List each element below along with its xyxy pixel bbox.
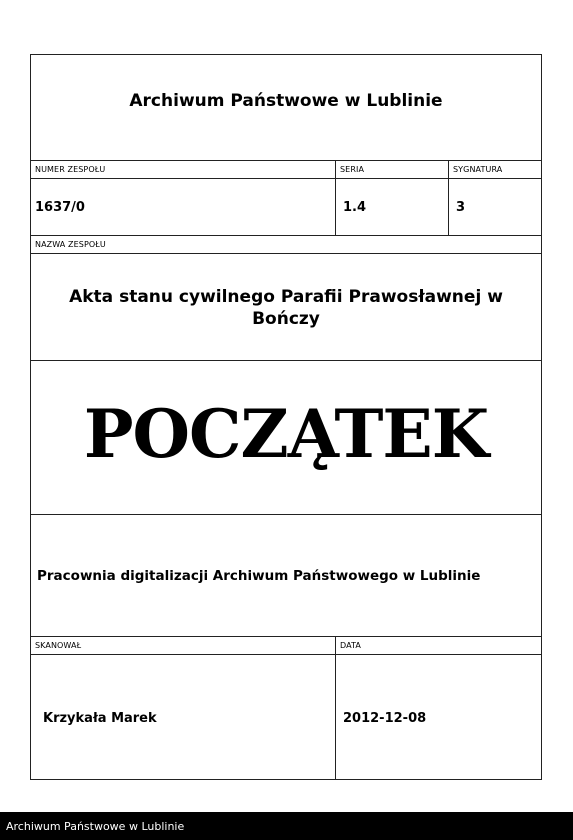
sygnatura-label: SYGNATURA [453,165,503,174]
numer-zespolu-value: 1637/0 [35,200,85,215]
numer-zespolu-label: NUMER ZESPOŁU [35,165,106,174]
numer-zespolu-value-cell [31,179,335,235]
skanowal-value-cell [31,655,335,779]
poczatek-marker: POCZĄTEK [83,395,489,473]
archive-cover-sheet [30,54,542,780]
workshop-text: Pracownia digitalizacji Archiwum Państwowego w Lublinie [37,568,481,584]
seria-label-cell [335,161,448,178]
field-values-row [31,179,541,236]
sygnatura-value: 3 [456,200,466,215]
data-label-cell [335,637,541,654]
data-label: DATA [340,641,362,650]
archive-header-row [31,55,541,161]
nazwa-zespolu-value-row [31,254,541,361]
seria-value: 1.4 [343,200,367,215]
marker-row [31,361,541,515]
footer-text: Archiwum Państwowe w Lublinie [6,820,185,833]
nazwa-zespolu-label-row [31,236,541,254]
nazwa-zespolu-value-line2: Bończy [252,309,320,329]
field-labels-row [31,161,541,179]
data-value: 2012-12-08 [343,711,427,726]
archive-title: Archiwum Państwowe w Lublinie [129,91,443,111]
nazwa-zespolu-value-line1: Akta stanu cywilnego Parafii Prawosławnej w [69,287,503,307]
skanowal-label: SKANOWAŁ [35,641,82,650]
skanowal-label-cell [31,637,335,654]
sygnatura-label-cell [448,161,541,178]
skanowal-value: Krzykała Marek [43,711,157,726]
seria-label: SERIA [340,165,365,174]
nazwa-zespolu-label: NAZWA ZESPOŁU [35,240,106,249]
scan-labels-row [31,637,541,655]
sygnatura-value-cell [448,179,541,235]
scan-values-row [31,655,541,779]
data-value-cell [335,655,541,779]
numer-zespolu-label-cell [31,161,335,178]
seria-value-cell [335,179,448,235]
workshop-row [31,515,541,637]
footer-bar [0,812,573,840]
